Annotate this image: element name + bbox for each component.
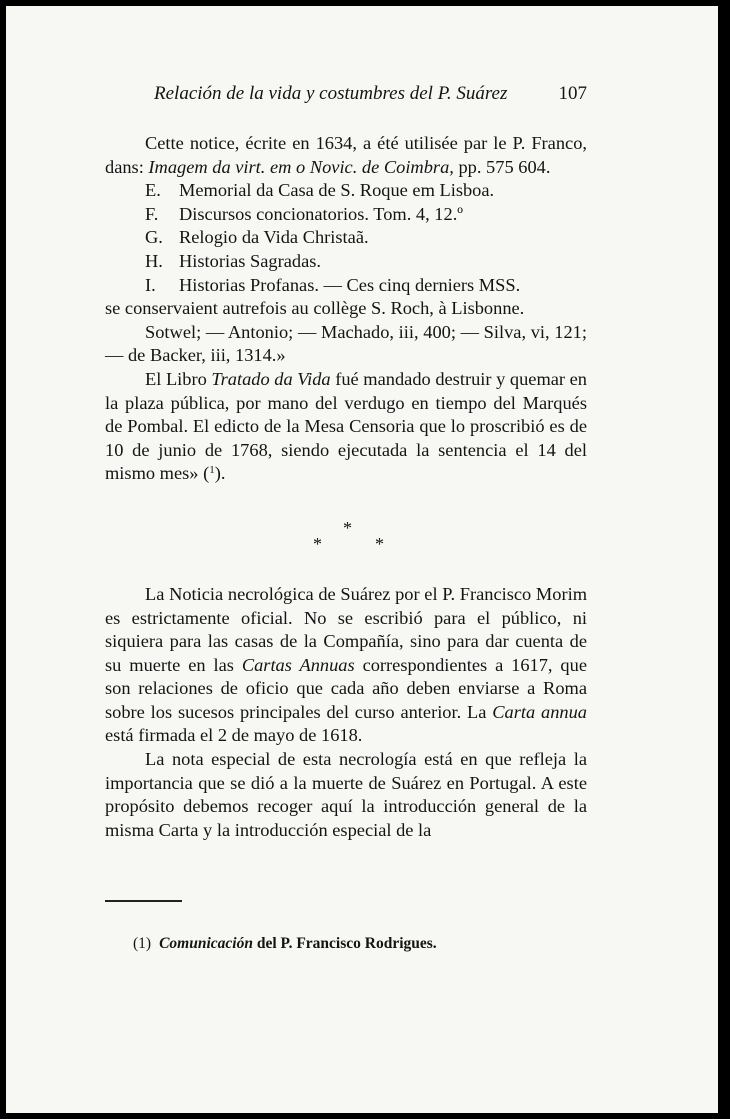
carta-annua-title: Carta annua <box>492 701 587 722</box>
list-item-text: Historias Profanas. — Ces cinq derniers MSS. <box>179 274 521 295</box>
list-item-text: Memorial da Casa de S. Roque em Lisboa. <box>179 180 495 201</box>
list-item-text: Relogio da Vida Christaã. <box>179 227 369 248</box>
list-item <box>145 179 587 203</box>
libro-text: El Libro <box>145 368 212 389</box>
quote-paragraph <box>105 132 587 179</box>
list-item <box>145 203 587 227</box>
quote-work-title: Imagem da virt. em o Novic. de Coimbra, <box>148 156 454 177</box>
noticia-text: correspondientes a 1617, que son relaciones de oficio que cada año deben enviarse a Roma sobre los sucesos principales del curso anterior. La <box>105 654 587 722</box>
libro-work-title: Tratado da Vida <box>211 368 331 389</box>
list-item-text: Historias Sagradas. <box>179 250 321 271</box>
separator-star: * <box>343 517 352 538</box>
libro-text: fué mandado destruir y quemar en la plaza pública, por mano del verdugo en tiempo del Marqués de Pombal. El edicto de la Mesa Censoria que lo proscribió es de 10 de junio de 1768, siendo ejecutada la sentencia el 14 del mismo mes» ( <box>105 368 587 484</box>
references-paragraph: Sotwel; — Antonio; — Machado, iii, 400; — Silva, vi, 121; — de Backer, iii, 1314.» <box>105 321 587 366</box>
separator-star: * <box>313 533 322 554</box>
footnote <box>133 934 437 954</box>
page-number: 107 <box>558 83 587 104</box>
cartas-annuas-title: Cartas Annuas <box>241 654 355 675</box>
nota-paragraph: La nota especial de esta necrología está en que refleja la importancia que se dió a la muerte de Suárez en Portugal. A este propósito debemos recoger aquí la introducción general de la misma Carta y la introducción especial de la <box>105 749 587 840</box>
footnote-source: Comunicación <box>159 935 253 952</box>
quote-continuation: se conservaient autrefois au collège S. Roch, à Lisbonne. <box>105 298 525 319</box>
list-item-key: G. <box>145 227 163 248</box>
footnote-marker: (1) <box>133 935 152 952</box>
list-item-key: I. <box>145 274 156 295</box>
manuscript-list <box>105 179 587 297</box>
running-header <box>146 81 587 107</box>
quote-text: Cette notice, écrite en 1634, a été utilisée par le P. Franco, dans: <box>105 133 587 177</box>
list-item <box>145 250 587 274</box>
page-body <box>105 132 587 842</box>
footnote-reference: 1 <box>209 464 215 477</box>
section-separator <box>105 517 587 553</box>
list-item-key: H. <box>145 250 163 271</box>
list-item <box>145 274 587 298</box>
book-page <box>6 6 718 1113</box>
running-title: Relación de la vida y costumbres del P. Suárez <box>154 83 508 104</box>
libro-paragraph <box>105 368 587 486</box>
libro-text: ). <box>214 463 226 484</box>
noticia-paragraph <box>105 583 587 748</box>
quote-pages: pp. 575 604. <box>453 156 551 177</box>
footnote-rule <box>105 900 182 902</box>
footnote-text: del P. Francisco Rodrigues. <box>252 935 437 952</box>
separator-star: * <box>375 533 384 554</box>
list-item <box>145 226 587 250</box>
list-item-text: Discursos concionatorios. Tom. 4, 12.º <box>179 203 463 224</box>
list-item-key: E. <box>145 180 161 201</box>
noticia-text: La Noticia necrológica de Suárez por el P. Francisco Morim es estrictamente oficial. No se escribió para el público, ni siquiera para las casas de la Compañía, sino para dar cuenta de su muerte en las <box>105 583 587 675</box>
noticia-text: está firmada el 2 de mayo de 1618. <box>105 725 363 746</box>
list-item-key: F. <box>145 203 159 224</box>
